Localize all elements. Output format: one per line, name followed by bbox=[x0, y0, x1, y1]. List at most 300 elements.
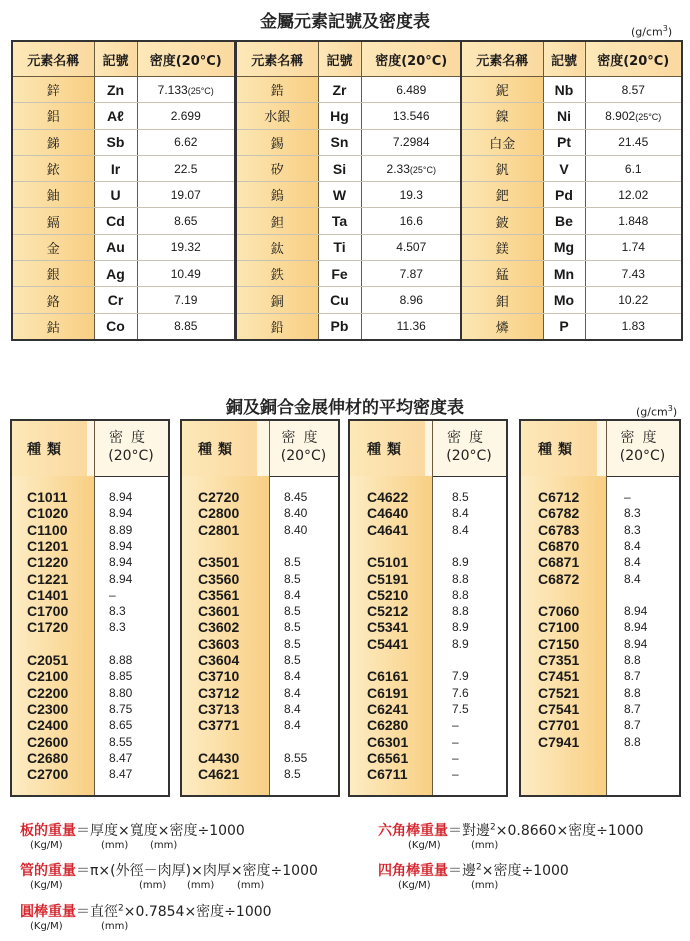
element-name: 鉻 bbox=[12, 287, 94, 313]
density-value: 8.902 bbox=[605, 108, 636, 123]
density-value: 21.45 bbox=[618, 135, 649, 150]
density-value: 13.546 bbox=[392, 108, 430, 123]
density-value: 16.6 bbox=[399, 214, 423, 229]
alloy-density: 8.65 bbox=[109, 718, 133, 733]
element-name: 鈷 bbox=[12, 313, 94, 340]
alloy-grade: C2800 bbox=[198, 505, 240, 522]
header-type: 種類 bbox=[367, 442, 407, 458]
alloy-density: 8.4 bbox=[284, 669, 301, 684]
density-value: 7.19 bbox=[174, 293, 198, 308]
alloy-density: 8.9 bbox=[452, 620, 469, 635]
header-type: 種類 bbox=[538, 442, 578, 458]
header-symbol: 記號 bbox=[318, 41, 361, 77]
element-name: 鋯 bbox=[236, 77, 318, 103]
alloy-density: 8.8 bbox=[452, 571, 469, 586]
alloy-grade: C5341 bbox=[367, 619, 409, 636]
element-name: 水銀 bbox=[236, 103, 318, 129]
alloy-density: 8.7 bbox=[624, 669, 641, 684]
element-symbol: Ir bbox=[94, 155, 137, 181]
alloy-grade: C6871 bbox=[538, 554, 580, 571]
alloy-grade: C3712 bbox=[198, 684, 240, 701]
copper-table-2 bbox=[180, 419, 340, 797]
column-divider bbox=[269, 421, 270, 795]
alloy-grade: C2720 bbox=[198, 489, 240, 505]
alloy-density: 8.94 bbox=[109, 555, 133, 570]
alloy-density: 8.89 bbox=[109, 522, 133, 537]
alloy-density: 8.4 bbox=[624, 538, 641, 553]
formula-round: 圓棒重量＝直徑$^2$×0.7854×密度÷1000 bbox=[20, 903, 272, 920]
alloy-grade: C6241 bbox=[367, 700, 409, 717]
header-density bbox=[94, 429, 168, 465]
element-density bbox=[137, 261, 235, 287]
table-row bbox=[12, 103, 235, 129]
alloy-density: 8.4 bbox=[284, 685, 301, 700]
element-symbol: W bbox=[318, 182, 361, 208]
formula-tube: 管的重量＝π×(外徑－肉厚)×肉厚×密度÷1000 bbox=[20, 863, 318, 879]
alloy-grade: C2051 bbox=[27, 652, 69, 668]
alloy-density: – bbox=[452, 718, 459, 733]
density-value: 2.33 bbox=[386, 161, 410, 176]
element-density bbox=[585, 287, 682, 313]
alloy-density: 8.3 bbox=[624, 522, 641, 537]
formula-hex-unit-1: (Kg/M) bbox=[408, 840, 441, 851]
element-symbol: U bbox=[94, 182, 137, 208]
density-value: 10.22 bbox=[618, 293, 649, 308]
element-table-2 bbox=[235, 40, 463, 341]
alloy-grade: C4621 bbox=[198, 766, 240, 783]
table-row bbox=[236, 155, 462, 181]
unit-label-1: $(g/cm^3)$ bbox=[631, 24, 673, 39]
column-divider bbox=[94, 421, 95, 795]
alloy-density: 8.5 bbox=[284, 604, 301, 619]
table-row bbox=[12, 182, 235, 208]
element-name: 鈾 bbox=[12, 182, 94, 208]
density-value: 6.62 bbox=[174, 135, 198, 150]
header-symbol: 記號 bbox=[543, 41, 585, 77]
alloy-grade: C6561 bbox=[367, 749, 409, 766]
header-density-temp: (20°C) bbox=[619, 448, 666, 464]
alloy-density: 8.88 bbox=[109, 653, 133, 667]
alloy-density: 8.5 bbox=[284, 620, 301, 635]
alloy-grade: C1220 bbox=[27, 554, 69, 571]
element-name: 鉬 bbox=[461, 287, 543, 313]
alloy-density: – bbox=[624, 490, 631, 504]
header-symbol: 記號 bbox=[94, 41, 137, 77]
element-density bbox=[585, 208, 682, 234]
alloy-density: 8.47 bbox=[109, 750, 133, 765]
alloy-grade: C6191 bbox=[367, 684, 409, 701]
element-name: 鋁 bbox=[12, 103, 94, 129]
element-density bbox=[361, 313, 462, 340]
element-density bbox=[361, 77, 462, 103]
element-symbol: Sb bbox=[94, 129, 137, 155]
alloy-grade: C6783 bbox=[538, 521, 580, 538]
table-row bbox=[12, 261, 235, 287]
element-symbol: Pb bbox=[318, 313, 361, 340]
alloy-density: 8.9 bbox=[452, 555, 469, 570]
element-name: 鈹 bbox=[461, 208, 543, 234]
element-name: 錫 bbox=[236, 129, 318, 155]
alloy-density: 8.3 bbox=[109, 620, 126, 635]
alloy-grade: C6711 bbox=[367, 766, 408, 783]
alloy-density: 8.94 bbox=[109, 506, 133, 521]
element-symbol: Nb bbox=[543, 77, 585, 103]
alloy-grade: C5441 bbox=[367, 635, 409, 652]
alloy-grade: C6280 bbox=[367, 717, 409, 734]
alloy-density: 7.9 bbox=[452, 669, 469, 684]
header-density-label: 密度 bbox=[620, 430, 665, 446]
alloy-grade: C2600 bbox=[27, 733, 69, 750]
formula-tube-unit-4: (mm) bbox=[237, 880, 265, 891]
density-value: 19.32 bbox=[170, 240, 201, 255]
alloy-grade: C6712 bbox=[538, 489, 580, 505]
table-row bbox=[12, 287, 235, 313]
alloy-density: 8.75 bbox=[109, 701, 133, 716]
copper-table-1 bbox=[10, 419, 170, 797]
element-density bbox=[585, 182, 682, 208]
element-name: 白金 bbox=[461, 129, 543, 155]
alloy-density: 8.80 bbox=[109, 685, 133, 700]
element-density bbox=[585, 77, 682, 103]
density-value: 8.65 bbox=[174, 214, 198, 229]
alloy-grade: C3604 bbox=[198, 652, 240, 668]
alloy-density: 8.3 bbox=[109, 604, 126, 619]
density-value: 2.699 bbox=[170, 108, 201, 123]
alloy-density: 8.94 bbox=[624, 636, 648, 651]
formula-plate-unit-1: (Kg/M) bbox=[30, 840, 63, 851]
alloy-grade: C7060 bbox=[538, 603, 580, 620]
table-row bbox=[12, 77, 235, 103]
density-value: 7.133 bbox=[157, 82, 188, 97]
element-symbol: Zr bbox=[318, 77, 361, 103]
title-copper-density: 銅及銅合金展伸材的平均密度表 bbox=[226, 398, 464, 418]
element-symbol: V bbox=[543, 155, 585, 181]
alloy-density: – bbox=[452, 750, 459, 765]
header-type: 種類 bbox=[27, 442, 67, 458]
header-density-temp: (20°C) bbox=[446, 448, 492, 464]
element-density bbox=[137, 313, 235, 340]
alloy-grade: C1020 bbox=[27, 505, 69, 522]
column-divider bbox=[432, 421, 433, 795]
element-name: 鋅 bbox=[12, 77, 94, 103]
copper-table-4 bbox=[519, 419, 681, 797]
alloy-density: – bbox=[452, 734, 459, 749]
element-name: 鉛 bbox=[236, 313, 318, 340]
alloy-grade: C2680 bbox=[27, 749, 69, 766]
element-symbol: Fe bbox=[318, 261, 361, 287]
density-value: 1.74 bbox=[621, 240, 645, 255]
table-row bbox=[12, 234, 235, 260]
element-name: 銀 bbox=[12, 261, 94, 287]
density-value: 4.507 bbox=[396, 240, 427, 255]
alloy-grade: C3603 bbox=[198, 635, 240, 652]
element-density bbox=[361, 208, 462, 234]
density-value: 11.36 bbox=[396, 319, 426, 334]
element-density bbox=[361, 182, 462, 208]
alloy-density: 7.6 bbox=[452, 685, 469, 700]
alloy-grade: C7451 bbox=[538, 668, 580, 685]
element-name: 銅 bbox=[236, 287, 318, 313]
alloy-grade: C7150 bbox=[538, 635, 580, 652]
formula-tube-unit-3: (mm) bbox=[187, 880, 215, 891]
element-symbol: Cd bbox=[94, 208, 137, 234]
header-element-name: 元素名稱 bbox=[236, 41, 318, 77]
header-type: 種類 bbox=[198, 442, 238, 458]
alloy-density: 8.85 bbox=[109, 669, 133, 684]
density-value: 7.2984 bbox=[392, 135, 430, 150]
density-value: 12.02 bbox=[618, 187, 649, 202]
alloy-density: 7.5 bbox=[452, 701, 469, 716]
alloy-grade: C4430 bbox=[198, 749, 240, 766]
element-density bbox=[361, 103, 462, 129]
alloy-grade: C1720 bbox=[27, 619, 69, 636]
alloy-grade: C3601 bbox=[198, 603, 240, 620]
element-density bbox=[137, 182, 235, 208]
alloy-grade: C7541 bbox=[538, 700, 580, 717]
alloy-density: 8.5 bbox=[452, 490, 469, 504]
table-row bbox=[461, 234, 682, 260]
alloy-density: 8.4 bbox=[624, 555, 641, 570]
alloy-grade: C3501 bbox=[198, 554, 240, 571]
density-value: 8.57 bbox=[621, 82, 645, 97]
density-temp-note: (25°C) bbox=[187, 85, 214, 96]
alloy-density: 8.94 bbox=[624, 604, 648, 619]
density-value: 8.96 bbox=[399, 293, 423, 308]
table-row bbox=[461, 77, 682, 103]
element-name: 鎢 bbox=[236, 182, 318, 208]
element-name: 鈦 bbox=[236, 234, 318, 260]
alloy-grade: C5212 bbox=[367, 603, 409, 620]
table-row bbox=[236, 261, 462, 287]
element-name: 金 bbox=[12, 234, 94, 260]
formula-round-unit-2: (mm) bbox=[101, 921, 129, 932]
table-row bbox=[12, 155, 235, 181]
element-density bbox=[361, 155, 462, 181]
alloy-grade: C1201 bbox=[27, 537, 69, 554]
formula-plate-unit-3: (mm) bbox=[150, 840, 178, 851]
element-density bbox=[137, 287, 235, 313]
density-value: 8.85 bbox=[174, 319, 198, 334]
alloy-density: 8.7 bbox=[624, 701, 641, 716]
header-density: 密度(20°C) bbox=[585, 41, 682, 77]
element-symbol: Cr bbox=[94, 287, 137, 313]
alloy-grade: C4641 bbox=[367, 521, 409, 538]
element-density bbox=[361, 129, 462, 155]
density-value: 1.848 bbox=[618, 214, 649, 229]
alloy-grade: C2700 bbox=[27, 766, 69, 783]
element-symbol: Pt bbox=[543, 129, 585, 155]
element-symbol: Ti bbox=[318, 234, 361, 260]
alloy-grade: C7100 bbox=[538, 619, 580, 636]
alloy-density: 8.94 bbox=[109, 571, 133, 586]
alloy-density: 8.40 bbox=[284, 522, 308, 537]
alloy-grade: C6870 bbox=[538, 537, 580, 554]
density-value: 19.3 bbox=[399, 187, 423, 202]
alloy-grade: C6872 bbox=[538, 570, 580, 587]
element-density bbox=[137, 103, 235, 129]
element-density bbox=[585, 155, 682, 181]
element-symbol: Ag bbox=[94, 261, 137, 287]
element-density bbox=[585, 103, 682, 129]
table-row bbox=[236, 287, 462, 313]
element-density bbox=[137, 155, 235, 181]
alloy-grade: C3713 bbox=[198, 700, 240, 717]
alloy-grade: C6782 bbox=[538, 505, 580, 522]
header-density: 密度(20°C) bbox=[361, 41, 462, 77]
element-symbol: Zn bbox=[94, 77, 137, 103]
formula-tube-unit-2: (mm) bbox=[139, 880, 167, 891]
table-row bbox=[461, 182, 682, 208]
alloy-density: 8.47 bbox=[109, 767, 133, 782]
header-density-label: 密度 bbox=[109, 430, 153, 446]
table-row bbox=[236, 234, 462, 260]
alloy-density: 8.4 bbox=[284, 701, 301, 716]
element-name: 鈮 bbox=[461, 77, 543, 103]
alloy-grade: C3602 bbox=[198, 619, 240, 636]
element-density bbox=[361, 287, 462, 313]
alloy-grade: C7701 bbox=[538, 717, 580, 734]
alloy-density: 8.5 bbox=[284, 571, 301, 586]
alloy-grade: C5210 bbox=[367, 586, 409, 603]
alloy-grade: C1221 bbox=[27, 570, 69, 587]
density-value: 19.07 bbox=[170, 187, 201, 202]
element-symbol: Si bbox=[318, 155, 361, 181]
formula-tube-unit-1: (Kg/M) bbox=[30, 880, 63, 891]
table-row bbox=[236, 313, 462, 340]
table-row bbox=[236, 77, 462, 103]
element-name: 燐 bbox=[461, 313, 543, 340]
table-row bbox=[461, 155, 682, 181]
element-symbol: Au bbox=[94, 234, 137, 260]
element-symbol: Hg bbox=[318, 103, 361, 129]
table-row bbox=[12, 129, 235, 155]
table-row bbox=[12, 313, 235, 340]
alloy-density: 8.9 bbox=[452, 636, 469, 651]
formula-square: 四角棒重量＝邊$^2$×密度÷1000 bbox=[378, 862, 569, 879]
element-table-1 bbox=[11, 40, 236, 341]
table-row bbox=[461, 208, 682, 234]
density-value: 10.49 bbox=[170, 266, 201, 281]
alloy-grade: C2400 bbox=[27, 717, 69, 734]
alloy-density: 8.55 bbox=[109, 734, 133, 749]
element-symbol: Aℓ bbox=[94, 103, 137, 129]
alloy-density: 8.8 bbox=[624, 653, 641, 667]
header-element-name: 元素名稱 bbox=[12, 41, 94, 77]
alloy-grade: C1700 bbox=[27, 603, 69, 620]
header-density-label: 密度 bbox=[447, 430, 491, 446]
formula-round-unit-1: (Kg/M) bbox=[30, 921, 63, 932]
element-name: 釩 bbox=[461, 155, 543, 181]
element-density bbox=[137, 129, 235, 155]
alloy-density: – bbox=[109, 587, 116, 602]
element-symbol: Ni bbox=[543, 103, 585, 129]
alloy-grade: C3560 bbox=[198, 570, 240, 587]
alloy-density: – bbox=[452, 767, 459, 782]
element-name: 矽 bbox=[236, 155, 318, 181]
alloy-density: 8.55 bbox=[284, 750, 308, 765]
formula-plate-unit-2: (mm) bbox=[101, 840, 129, 851]
density-temp-note: (25°C) bbox=[409, 164, 436, 175]
element-symbol: Mo bbox=[543, 287, 585, 313]
element-symbol: Ta bbox=[318, 208, 361, 234]
alloy-grade: C5191 bbox=[367, 570, 409, 587]
element-symbol: Mg bbox=[543, 234, 585, 260]
density-value: 22.5 bbox=[174, 161, 198, 176]
table-row bbox=[461, 129, 682, 155]
element-density bbox=[585, 234, 682, 260]
alloy-density: 8.3 bbox=[624, 506, 641, 521]
alloy-grade: C7941 bbox=[538, 733, 580, 750]
header-density bbox=[606, 429, 679, 465]
alloy-density: 8.5 bbox=[284, 653, 301, 667]
title-metal-density: 金屬元素記號及密度表 bbox=[260, 12, 430, 32]
element-symbol: Sn bbox=[318, 129, 361, 155]
alloy-density: 8.94 bbox=[109, 538, 133, 553]
header-density bbox=[269, 429, 338, 465]
alloy-density: 8.4 bbox=[284, 718, 301, 733]
alloy-density: 8.94 bbox=[624, 620, 648, 635]
alloy-grade: C2100 bbox=[27, 668, 69, 685]
table-row bbox=[236, 182, 462, 208]
element-density bbox=[585, 261, 682, 287]
table-row bbox=[236, 208, 462, 234]
table-row bbox=[236, 103, 462, 129]
formula-square-unit-2: (mm) bbox=[471, 880, 499, 891]
alloy-density: 8.8 bbox=[624, 734, 641, 749]
alloy-grade: C1100 bbox=[27, 521, 68, 538]
element-symbol: Pd bbox=[543, 182, 585, 208]
alloy-density: 8.8 bbox=[624, 685, 641, 700]
element-name: 銥 bbox=[12, 155, 94, 181]
element-symbol: Co bbox=[94, 313, 137, 340]
formula-hex: 六角棒重量＝對邊$^2$×0.8660×密度÷1000 bbox=[378, 822, 644, 839]
alloy-grade: C2200 bbox=[27, 684, 69, 701]
density-temp-note: (25°C) bbox=[635, 111, 662, 122]
alloy-grade: C2801 bbox=[198, 521, 240, 538]
copper-table-3 bbox=[348, 419, 508, 797]
alloy-grade: C5101 bbox=[367, 554, 409, 571]
density-value: 6.489 bbox=[396, 82, 427, 97]
formula-plate: 板的重量＝厚度×寬度×密度÷1000 bbox=[20, 823, 245, 839]
header-density: 密度(20°C) bbox=[137, 41, 235, 77]
alloy-density: 8.94 bbox=[109, 490, 133, 504]
alloy-density: 8.4 bbox=[284, 587, 301, 602]
header-element-name: 元素名稱 bbox=[461, 41, 543, 77]
alloy-grade: C7351 bbox=[538, 652, 580, 668]
table-row bbox=[461, 313, 682, 340]
alloy-density: 8.8 bbox=[452, 604, 469, 619]
element-table-3 bbox=[460, 40, 683, 341]
unit-label-2: $(g/cm^3)$ bbox=[636, 404, 678, 419]
element-density bbox=[585, 129, 682, 155]
element-density bbox=[361, 261, 462, 287]
element-density bbox=[585, 313, 682, 340]
alloy-grade: C1011 bbox=[27, 489, 68, 505]
alloy-grade: C3710 bbox=[198, 668, 240, 685]
alloy-grade: C3561 bbox=[198, 586, 240, 603]
alloy-grade: C4622 bbox=[367, 489, 409, 505]
header-density-temp: (20°C) bbox=[280, 448, 327, 464]
alloy-density: 8.5 bbox=[284, 555, 301, 570]
header-density-temp: (20°C) bbox=[108, 448, 154, 464]
element-name: 鉄 bbox=[236, 261, 318, 287]
element-density bbox=[137, 234, 235, 260]
formula-square-unit-1: (Kg/M) bbox=[398, 880, 431, 891]
alloy-density: 8.4 bbox=[452, 506, 469, 521]
alloy-density: 8.4 bbox=[624, 571, 641, 586]
alloy-grade: C1401 bbox=[27, 586, 69, 603]
alloy-density: 8.5 bbox=[284, 767, 301, 782]
